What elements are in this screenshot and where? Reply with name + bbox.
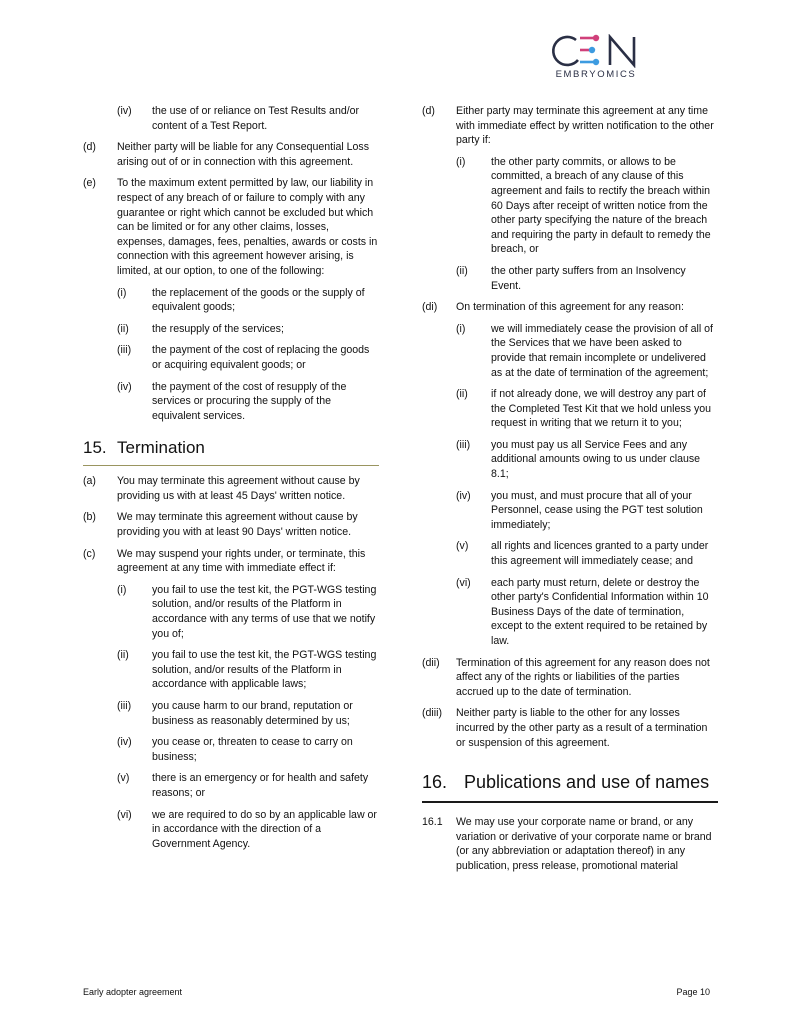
- footer-document-title: Early adopter agreement: [83, 987, 183, 997]
- clause-item: [83, 648, 379, 692]
- clause-number: (i): [117, 286, 127, 299]
- clause-text: On termination of this agreement for any reason:: [456, 301, 684, 314]
- section-number: 15.: [83, 438, 107, 458]
- section-heading-termination: [83, 437, 379, 466]
- clause-text: We may terminate this agreement without cause by providing you with at least 90 Days' written notice.: [117, 511, 358, 539]
- clause-item: [422, 322, 718, 380]
- right-column: [422, 104, 718, 881]
- clause-item: [83, 547, 379, 576]
- clause-item: [422, 264, 718, 293]
- clause-number: (iii): [456, 438, 471, 451]
- clause-number: (e): [83, 177, 96, 190]
- logo-dot-mid: [589, 47, 595, 53]
- clause-text: you fail to use the test kit, the PGT-WGS testing solution, and/or results of the Platform in accordance with applicable laws;: [152, 649, 377, 691]
- clause-item: [83, 286, 379, 315]
- clause-number: (vi): [456, 576, 471, 589]
- clause-text: To the maximum extent permitted by law, our liability in respect of any breach of or failure to comply with any guarantee or right which cannot be excluded but which can be limited or for any other claims, losses, expenses, damages, fees, penalties, awards or costs in connection with this agreement however arising, is limited, at our option, to one of the following:: [117, 177, 378, 277]
- clause-text: there is an emergency or for health and safety reasons; or: [152, 772, 369, 799]
- section-number: 16.: [422, 772, 448, 793]
- clause-item: [83, 771, 379, 800]
- clause-text: Neither party is liable to the other for any losses incurred by the other party as a result of a termination or suspension of this agreement.: [456, 707, 708, 749]
- clause-item: [422, 489, 718, 533]
- clause-number: (iii): [117, 700, 132, 712]
- clause-item: [83, 510, 379, 539]
- clause-item: [83, 735, 379, 764]
- clause-number: (a): [83, 475, 96, 488]
- clause-item: [83, 176, 379, 278]
- clause-item: [422, 706, 718, 750]
- clause-number: (ii): [456, 264, 468, 277]
- logo-letter-g: [553, 37, 578, 65]
- clause-text: if not already done, we will destroy any part of the Completed Test Kit that we hold unless you request in writing that we return it to you;: [491, 388, 712, 430]
- clause-text: Termination of this agreement for any reason does not affect any of the rights or liabilities of the parties accrued up to the date of termination.: [456, 656, 710, 698]
- clause-item: [83, 474, 379, 503]
- clause-text: we are required to do so by an applicable law or in accordance with the direction of a Government Agency.: [152, 808, 377, 850]
- clause-item: [83, 699, 379, 728]
- clause-item: [83, 322, 379, 337]
- clause-text: the other party suffers from an Insolvency Event.: [491, 264, 686, 292]
- clause-text: all rights and licences granted to a party under this agreement will immediately cease; and: [491, 540, 709, 568]
- clause-number: (iv): [117, 380, 132, 393]
- clause-number: (i): [456, 322, 466, 335]
- clause-text: Either party may terminate this agreement at any time with immediate effect by written notification to the other party if:: [456, 105, 714, 147]
- clause-item: [83, 808, 379, 852]
- logo-dot-top: [593, 35, 599, 41]
- clause-item: [422, 656, 718, 700]
- clause-text: you must pay us all Service Fees and any additional amounts owing to us under clause 8.1;: [491, 438, 701, 481]
- gen-embryomics-logo: [550, 34, 642, 84]
- clause-item: [83, 140, 379, 169]
- clause-number: (iv): [456, 489, 471, 502]
- clause-item: [83, 343, 379, 372]
- clause-number: (d): [422, 105, 435, 117]
- clause-text: you cease or, threaten to cease to carry on business;: [152, 736, 353, 763]
- clause-number: (d): [83, 141, 96, 154]
- clause-text: the use of or reliance on Test Results and/or content of a Test Report.: [152, 105, 360, 132]
- clause-item: [83, 104, 379, 133]
- clause-text: the other party commits, or allows to be committed, a breach of any clause of this agreement and fails to rectify the breach within 60 Days after receipt of written notice from the other party specifying the nature of the breach and requiring the party in default to remedy the breach, or: [491, 155, 711, 256]
- clause-number: (v): [117, 772, 130, 785]
- clause-number: (ii): [117, 322, 129, 335]
- clause-text: the replacement of the goods or the supply of equivalent goods;: [152, 286, 365, 314]
- clause-text: We may use your corporate name or brand, or any variation or derivative of your corporate name or brand (or any abbreviation or adaptation thereof) in any publication, press release, promotional material: [456, 816, 712, 872]
- clause-item: [422, 539, 718, 568]
- clause-text: the resupply of the services;: [152, 322, 284, 335]
- clause-text: you must, and must procure that all of your Personnel, cease using the PGT test solution immediately;: [491, 489, 703, 531]
- left-column: [83, 104, 379, 858]
- clause-item: [422, 387, 718, 431]
- logo-dot-bottom: [593, 59, 599, 65]
- logo-mark: [550, 34, 642, 68]
- logo-letter-n: [610, 37, 634, 65]
- clause-text: each party must return, delete or destroy the other party's Confidential Information within 10 Business Days of the date of termination, except to the extent required to be retained by law.: [491, 576, 709, 647]
- clause-item: [83, 380, 379, 424]
- clause-text: you fail to use the test kit, the PGT-WGS testing solution, and/or results of the Platform in accordance with any terms of use that we notify you of;: [152, 583, 377, 640]
- clause-text: We may suspend your rights under, or terminate, this agreement at any time with immediate effect if:: [117, 547, 366, 575]
- clause-item: [422, 104, 718, 148]
- logo-subtext: EMBRYOMICS: [555, 69, 637, 80]
- clause-number: (diii): [422, 707, 443, 720]
- clause-number: 16.1: [422, 816, 443, 829]
- section-heading-publications: [422, 770, 718, 803]
- clause-text: You may terminate this agreement without cause by providing us with at least 45 Days' written notice.: [117, 475, 360, 502]
- clause-number: (iv): [117, 736, 132, 749]
- clause-text: we will immediately cease the provision of all of the Services that we have been asked to provide that remain incomplete or undelivered as at the date of termination of the agreement;: [491, 322, 713, 379]
- clause-number: (ii): [117, 649, 129, 662]
- footer-page-number: Page 10: [676, 987, 710, 997]
- section-title: Termination: [117, 438, 205, 458]
- clause-number: (i): [117, 583, 127, 596]
- clause-number: (iv): [117, 105, 132, 117]
- clause-text: Neither party will be liable for any Consequential Loss arising out of or in connection with this agreement.: [117, 141, 370, 168]
- clause-number: (di): [422, 301, 438, 314]
- clause-item: [422, 300, 718, 315]
- clause-number: (vi): [117, 808, 132, 821]
- clause-item: [83, 583, 379, 641]
- clause-number: (i): [456, 155, 466, 168]
- clause-number: (b): [83, 511, 96, 524]
- section-title: Publications and use of names: [464, 772, 710, 793]
- clause-text: the payment of the cost of replacing the goods or acquiring equivalent goods; or: [152, 344, 370, 371]
- clause-text: you cause harm to our brand, reputation or business as reasonably determined by us;: [152, 700, 353, 727]
- clause-number: (dii): [422, 656, 440, 669]
- clause-item: [422, 576, 718, 649]
- clause-number: (c): [83, 547, 96, 560]
- clause-item: [422, 438, 718, 482]
- clause-number: (ii): [456, 388, 468, 401]
- clause-item: [422, 155, 718, 257]
- clause-number: (iii): [117, 344, 132, 357]
- clause-text: the payment of the cost of resupply of the services or procuring the supply of the equivalent services.: [152, 380, 347, 422]
- clause-number: (v): [456, 540, 469, 553]
- clause-item: [422, 815, 718, 873]
